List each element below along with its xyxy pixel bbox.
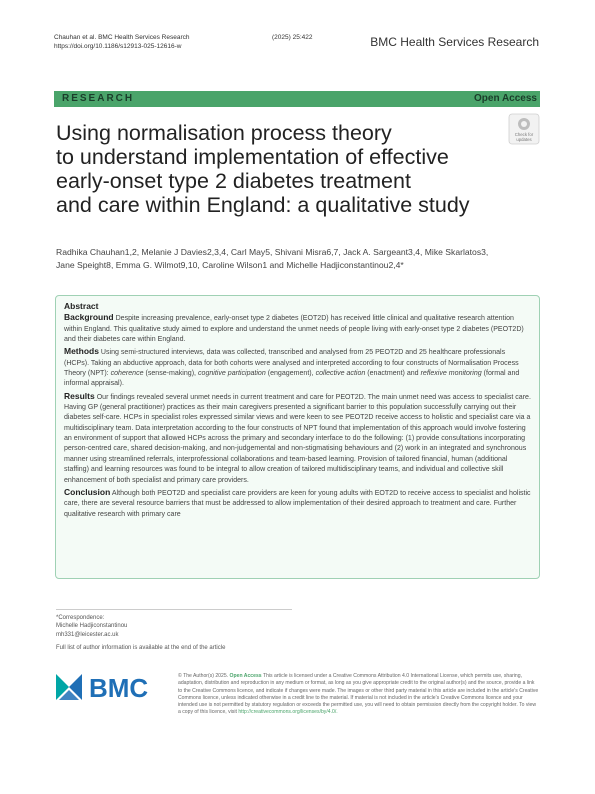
check-updates-line2: updates bbox=[516, 137, 532, 142]
open-access-label: Open Access bbox=[474, 93, 537, 104]
authors-line: Jane Speight8, Emma G. Wilmot9,10, Caroline Wilson1 and Michelle Hadjiconstantinou2,4* bbox=[56, 260, 404, 270]
abstract-methods bbox=[64, 346, 532, 389]
article-title bbox=[56, 121, 496, 217]
background-text: Despite increasing prevalence, early-onset type 2 diabetes (EOT2D) has received little clinical and qualitative research attention within England. This qualitative study aimed to explore and understand the unmet needs of people living with early-onset type 2 diabetes (PEOT2D) and their diabetes care within England. bbox=[64, 315, 524, 344]
methods-term: coherence bbox=[110, 370, 144, 378]
logo-text: BMC bbox=[89, 673, 149, 702]
title-line: Using normalisation process theory bbox=[56, 121, 392, 145]
methods-term: reflexive monitoring bbox=[420, 370, 482, 378]
article-type-label: RESEARCH bbox=[62, 93, 135, 104]
journal-name: BMC Health Services Research bbox=[370, 35, 539, 49]
abstract-heading: Abstract bbox=[64, 301, 99, 311]
authors-line: Radhika Chauhan1,2, Melanie J Davies2,3,4, Carl May5, Shivani Misra6,7, Jack A. Sargeant3,4, Mike Skarlatos3, bbox=[56, 247, 489, 257]
correspondence-block bbox=[56, 614, 296, 639]
methods-text: (engagement), bbox=[267, 370, 314, 378]
methods-term: cognitive participation bbox=[198, 370, 266, 378]
check-updates-line1: Check for bbox=[514, 132, 534, 137]
bmc-logo bbox=[56, 672, 166, 702]
results-label: Results bbox=[64, 390, 95, 401]
methods-term: collective action bbox=[315, 370, 366, 378]
doi-link[interactable]: https://doi.org/10.1186/s12913-025-12616-w bbox=[54, 43, 182, 50]
footnote-divider bbox=[56, 609, 292, 610]
title-line: early-onset type 2 diabetes treatment bbox=[56, 169, 411, 193]
abstract-background bbox=[64, 312, 532, 345]
title-line: to understand implementation of effective bbox=[56, 145, 449, 169]
methods-text: (sense-making), bbox=[145, 370, 197, 378]
methods-label: Methods bbox=[64, 346, 99, 357]
methods-text: Using semi-structured interviews, data was collected, transcribed and analysed from 25 PEOT2D and 25 healthcare professionals (HCPs). Taking an abductive approach, data for both cohorts were analysed and interpreted according to four constructs of Normalisation Process Theory (NPT): bbox=[64, 349, 519, 378]
citation-line: Chauhan et al. BMC Health Services Research bbox=[54, 34, 190, 41]
abstract-results bbox=[64, 391, 532, 486]
author-info-note: Full list of author information is available at the end of the article bbox=[56, 645, 226, 651]
methods-text: (enactment) and bbox=[367, 370, 419, 378]
author-list bbox=[56, 246, 540, 272]
abstract-conclusion bbox=[64, 487, 532, 520]
methods-text: (formal and informal appraisal). bbox=[64, 370, 520, 388]
results-text: Our findings revealed several unmet needs in current treatment and care for PEOT2D. The main unmet need was access to specialist care. Having GP (general practitioner) practices as their main caregivers presented a significant barrier to this population successfully carrying out their diabetes self-care. HCPs in specialist roles expressed similar views and were keen to see PEOT2D receive access to holistic and specialist care via a multidisciplinary team. Data interpretation according to the four constructs of NPT found that implementation of this approach would involve fostering an environment of support that allowed HCPs across the primary and secondary interface to do the following: (1) provide consultations incorporating person-centred care, shared decision-making, and non-judgemental and non-stigmatising behaviours and (2) work in an integrated and synchronous manner using streamlined referrals, interprofessional collaborations and team-based learning. Provision of tailored financial, human (additional staffing) and learning resources was found to be integral to allow creation of tailored multidisciplinary teams, and individual and collective skill enhancement of both specialist and primary care providers. bbox=[64, 393, 531, 484]
check-for-updates-icon[interactable] bbox=[508, 113, 540, 145]
correspondence-email[interactable]: mh331@leicester.ac.uk bbox=[56, 631, 119, 638]
conclusion-label: Conclusion bbox=[64, 486, 111, 497]
correspondence-name: Michelle Hadjiconstantinou bbox=[56, 623, 128, 630]
license-link[interactable]: http://creativecommons.org/licenses/by/4.0/. bbox=[238, 709, 338, 716]
license-prefix: © The Author(s) 2025. bbox=[178, 673, 229, 679]
license-body: This article is licensed under a Creative Commons Attribution 4.0 International License, which permits use, sharing, adaptation, distribution and reproduction in any medium or format, as long as you give appropriate credit to the original author(s) and the source, provide a link to the Creative Commons licence, and indicate if changes were made. The images or other third party material in this article are included in the article's Creative Commons licence, unless indicated otherwise in a credit line to the material. If material is not included in the article's Creative Commons licence and your intended use is not permitted by statutory regulation or exceeds the permitted use, you will need to obtain permission directly from the copyright holder. To view a copy of this licence, visit bbox=[178, 673, 539, 716]
conclusion-text: Although both PEOT2D and specialist care providers are keen for young adults with EOT2D to receive access to specialist and holistic care, there are several resource barriers that must be addressed to allow implementation of their desired approach to treatment and care. Further qualitative research with primary care bbox=[64, 489, 531, 518]
correspondence-label: *Correspondence: bbox=[56, 615, 105, 621]
running-header bbox=[54, 33, 313, 51]
abstract-box bbox=[55, 295, 540, 579]
year-volume: (2025) 25:422 bbox=[272, 34, 313, 41]
background-label: Background bbox=[64, 312, 114, 323]
license-open-access: Open Access bbox=[229, 673, 262, 679]
license-text bbox=[178, 673, 540, 717]
title-line: and care within England: a qualitative study bbox=[56, 193, 470, 217]
